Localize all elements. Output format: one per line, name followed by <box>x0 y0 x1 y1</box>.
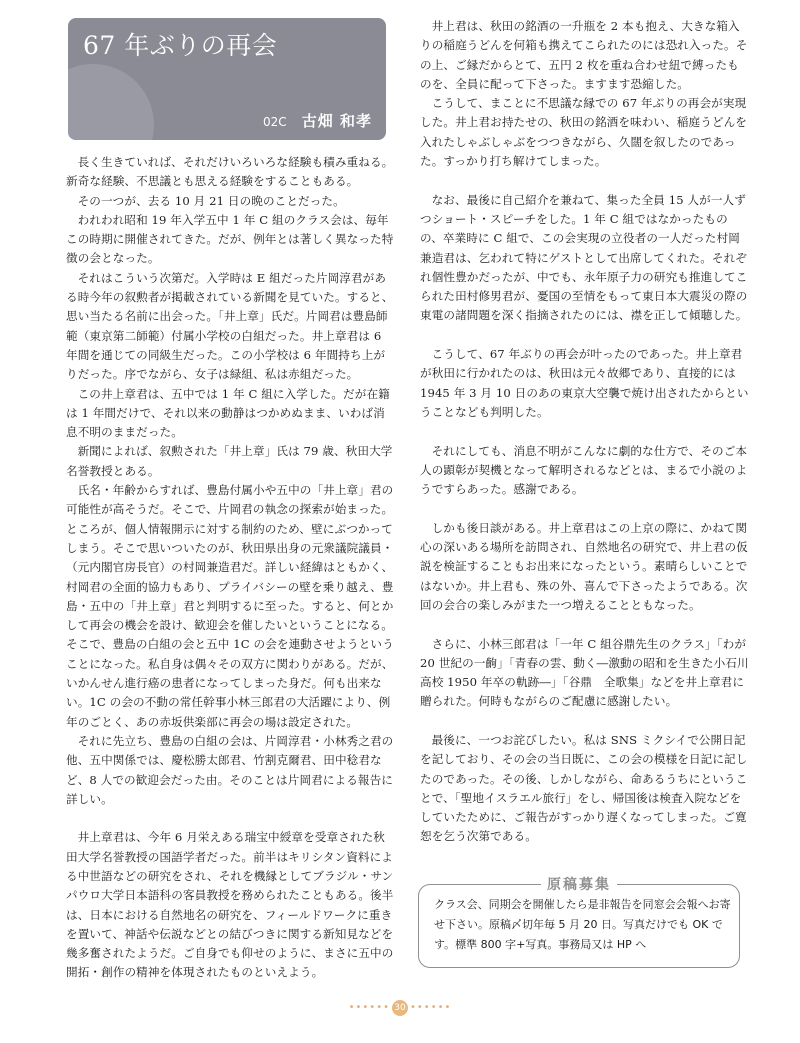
notice-title: 原稿募集 <box>419 874 739 894</box>
body-paragraph: それはこういう次第だ。入学時は E 組だった片岡淳君がある時今年の叙勲者が掲載されている新聞を見ていた。すると、思い当たる名前に出会った。「井上章」氏だ。片岡君は豊島師範（東京第二師範）付属小学校の白組だった。井上章君は 6 年間を通じての同級生だった。この小学校は 6 年間持ち上がりだった。序でながら、女子は緑組、私は赤組だった。 <box>66 270 394 382</box>
page-number: 30 <box>392 1000 408 1016</box>
body-paragraph: それに先立ち、豊島の白組の会は、片岡淳君・小林秀之君の他、五中関係では、慶松勝太郎君、竹割克爾君、田中稔君など、8 人での歓迎会だった由。そのことは片岡君による報告に詳しい。 <box>66 733 394 806</box>
body-paragraph: 井上章君は、今年 6 月栄えある瑞宝中綬章を受章された秋田大学名誉教授の国語学者だった。前半はキリシタン資料による中世語などの研究をされ、それを機縁としてブラジル・サンパウロ大学日本語科の客員教授を務められたこともある。後半は、日本における自然地名の研究を、フィールドワークに重きを置いて、神話や伝説などとの結びつきに関する新知見などを幾多奮されたようだ。ご自身でも仰せのように、まさに五中の開拓・創作の精神を体現されたものといえよう。 <box>66 830 394 980</box>
author-byline <box>263 110 372 131</box>
decorative-dots-left: •••••• <box>348 1002 390 1013</box>
left-column <box>66 153 394 983</box>
body-paragraph: それにしても、消息不明がこんなに劇的な仕方で、そのご本人の顕彰が契機となって解明されるなどとは、まるで小説のようですらあった。感謝である。 <box>420 443 748 497</box>
body-paragraph: 最後に、一つお詫びしたい。私は SNS ミクシイで公開日記を記しており、その会の当日既に、この会の模様を日記に記したのであった。その後、しかしながら、命あるうちにということで、「聖地イスラエル旅行」をし、帰国後は検査入院などをしていたために、ご報告がすっかり遅くなってしまった。ご寛恕を乞う次第である。 <box>420 732 748 844</box>
body-paragraph: 氏名・年齢からすれば、豊島付属小や五中の「井上章」君の可能性が高そうだ。そこで、片岡君の執念の探索が始まった。ところが、個人情報開示に対する制約のため、壁にぶつかってしまう。そこで思いついたのが、秋田県出身の元衆議院議員・（元内閣官房長官）の村岡兼造君だ。詳しい経緯はともかく、村岡君の全面的協力もあり、プライバシーの壁を乗り越え、豊島・五中の「井上章」君と判明するに至った。すると、何とかして再会の機会を設け、歓迎会を催したいということになる。そこで、豊島の白組の会と五中 1C の会を連動させようということになった。私自身は偶々その双方に関わりがある。だが、いかんせん進行癌の患者になってしまった身だ。何も出来ない。1C の会の不動の常任幹事小林三郎君の大活躍により、例年のごとく、あの赤坂供楽部に再会の場は設定された。 <box>66 483 394 729</box>
manuscript-notice <box>418 877 740 968</box>
page-footer <box>340 1000 460 1016</box>
body-paragraph: 新聞によれば、叙勲された「井上章」氏は 79 歳、秋田大学名誉教授とある。 <box>66 444 393 478</box>
body-paragraph: この井上章君は、五中では 1 年 C 組に入学した。だが在籍は 1 年間だけで、それ以来の動静はつかめぬまま、いわば消息不明のままだった。 <box>66 386 390 440</box>
right-column <box>420 17 750 847</box>
body-paragraph: しかも後日談がある。井上章君はこの上京の際に、かねて関心の深いある場所を訪問され、自然地名の研究で、井上君の仮説を検証することもお出来になったという。素晴らしいことではないか。井上君も、殊の外、喜んで下さったようである。次回の会合の楽しみがまた一つ増えることともなった。 <box>420 520 748 612</box>
body-paragraph: われわれ昭和 19 年入学五中 1 年 C 組のクラス会は、毎年この時期に開催されてきた。だが、例年とは著しく異なった特徴の会となった。 <box>66 212 394 266</box>
body-paragraph: 長く生きていれば、それだけいろいろな経験も積み重ねる。新奇な経験、不思議とも思える経験をすることもある。 <box>66 155 394 189</box>
author-class-code: 02C <box>263 115 287 129</box>
body-paragraph: こうして、67 年ぶりの再会が叶ったのであった。井上章君が秋田に行かれたのは、秋田は元々故郷であり、直接的には 1945 年 3 月 10 日のあの東京大空襲で焼け出されたからということなども判明した。 <box>420 347 749 419</box>
article-title: 67 年ぶりの再会 <box>83 31 278 60</box>
body-paragraph: その一つが、去る 10 月 21 日の晩のことだった。 <box>77 193 345 208</box>
decorative-dots-right: •••••• <box>410 1002 452 1013</box>
notice-body: クラス会、同期会を開催したら是非報告を同窓会会報へお寄せ下さい。原稿〆切年毎 5 月 20 日。写真だけでも OK です。標準 800 字+写真。事務局又は HP へ <box>434 898 731 951</box>
body-paragraph: さらに、小林三郎君は「一年 C 組谷鼎先生のクラス」「わが 20 世紀の一齣」「青春の雲、動く―激動の昭和を生きた小石川高校 1950 年卒の軌跡―」「谷鼎 全歌集」などを井上章君に贈られた。何時もながらのご配慮に感謝したい。 <box>420 636 749 709</box>
author-name: 古畑 和孝 <box>301 112 372 130</box>
title-box <box>68 18 386 140</box>
body-paragraph: なお、最後に自己紹介を兼ねて、集った全員 15 人が一人ずつショート・スピーチをした。1 年 C 組ではなかったものの、卒業時に C 組で、この会実現の立役者の一人だった村岡兼造君は、乞われて特にゲストとして出席してくれた。それぞれ個性豊かだったが、中でも、永年原子力の研究も推進してこられた田村修男君が、憂国の至情をもって東日本大震災の際の東電の諸問題を深く指摘されたのには、襟を正して傾聴した。 <box>420 192 748 323</box>
body-paragraph: 井上君は、秋田の銘酒の一升瓶を 2 本も抱え、大きな箱入りの稲庭うどんを何箱も携えてこられたのには恐れ入った。その上、ご縁だからとて、五円 2 枚を重ね合わせ紐で縛ったものを、全員に配って下さった。ますます恐縮した。 <box>420 19 748 91</box>
decorative-circle <box>68 64 154 140</box>
body-paragraph: こうして、まことに不思議な縁での 67 年ぶりの再会が実現した。井上君お持たせの、秋田の銘酒を味わい、稲庭うどんを入れたしゃぶしゃぶをつつきながら、久闊を叙したのであった。すっかり打ち解けてしまった。 <box>420 96 747 169</box>
